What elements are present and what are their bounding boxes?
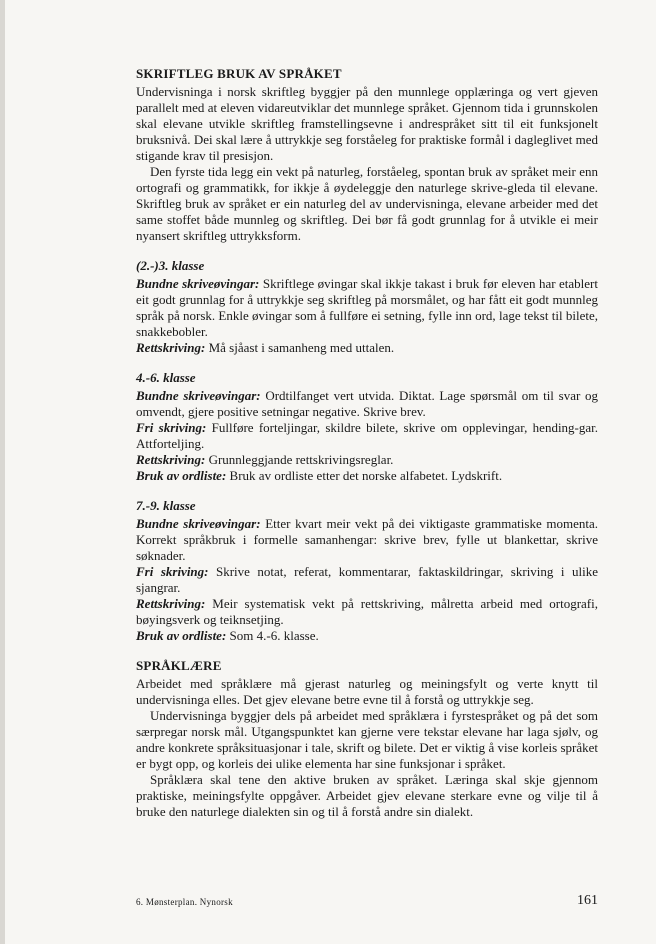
- page-footer: [136, 893, 598, 913]
- grade-line: [136, 564, 598, 596]
- grade-line-text: Meir systematisk vekt på rettskriving, målretta arbeid med ortografi, bøyingsverk og teiknsetjing.: [136, 596, 598, 627]
- paragraph: Undervisninga byggjer dels på arbeidet med språklæra i fyrstespråket og på det som særpregar norsk mål. Utgangspunktet kan gjerne vere tekstar elevane har laga sjølv, og andre konkrete språksituasjonar i tale, skrift og bilete. Det er viktig å vise korleis språket er bygt opp, og korleis dei ulike elementa har sine funksjonar i språket.: [136, 708, 598, 771]
- grade-line: [136, 468, 598, 484]
- grade-line-text: Bruk av ordliste etter det norske alfabetet. Lydskrift.: [226, 468, 503, 483]
- grade-line-text: Ordtilfanget vert utvida. Diktat. Lage spørsmål om til svar og omvendt, gjere positive setningar negative. Skrive brev.: [136, 388, 599, 419]
- grade-line-text: Fullføre forteljingar, skildre bilete, skrive om opplevingar, hending-gar. Attforteljing.: [136, 420, 599, 451]
- section-heading-spraklaere: SPRÅKLÆRE: [136, 658, 222, 673]
- grade-line-label: Bruk av ordliste:: [136, 468, 227, 483]
- paragraph: Arbeidet med språklære må gjerast naturleg og meiningsfylt og verte knytt til undervisninga elles. Det gjev elevane betre evne til å forstå og uttrykkje seg.: [136, 676, 598, 707]
- footer-source: 6. Mønsterplan. Nynorsk: [136, 897, 233, 907]
- grade-line: [136, 628, 598, 644]
- paragraph: Den fyrste tida legg ein vekt på naturleg, forståeleg, spontan bruk av språket meir enn ortografi og grammatikk, for ikkje å øydeleggje den naturlege skrive-gleda til elevane. Skriftleg bruk av språket er ein naturleg del av undervisninga, elevane arbeider med det same stoffet både munnleg og skriftleg. Dei bør få godt grunnlag for å utvikle ei meir nyansert skriftleg uttrykksform.: [136, 164, 598, 243]
- grade-line-label: Rettskriving:: [136, 452, 206, 467]
- grade-block-2-3: [136, 258, 598, 356]
- grade-line: [136, 388, 598, 420]
- grade-line-label: Rettskriving:: [136, 596, 206, 611]
- page-content: [136, 66, 598, 820]
- page-edge-shadow: [0, 0, 5, 944]
- grade-line: [136, 276, 598, 340]
- grade-line-label: Bundne skriveøvingar:: [136, 516, 261, 531]
- grade-line-text: Må sjåast i samanheng med uttalen.: [205, 340, 395, 355]
- grade-line-text: Etter kvart meir vekt på dei viktigaste grammatiske momenta. Korrekt språkbruk i formelle samanhengar: skrive brev, fylle ut blankettar, skrive søknader.: [136, 516, 598, 563]
- section-heading-skriftleg: SKRIFTLEG BRUK AV SPRÅKET: [136, 66, 342, 81]
- grade-line-label: Fri skriving:: [136, 420, 207, 435]
- grade-line-label: Bundne skriveøvingar:: [136, 388, 261, 403]
- grade-line: [136, 420, 598, 452]
- grade-line: [136, 516, 598, 564]
- page-number: 161: [577, 893, 598, 908]
- grade-line-text: Skriftlege øvingar skal ikkje takast i bruk før eleven har etablert eit godt grunnlag for å uttrykkje seg skriftleg på morsmålet, og har fått eit godt munnleg språk på norsk. Enkle øvingar som å fullføre ei setning, fylle inn ord, lage tekst til bilete, snakkebobler.: [136, 276, 599, 339]
- grade-line: [136, 596, 598, 628]
- grade-block-4-6: [136, 370, 598, 484]
- grade-line: [136, 452, 598, 468]
- grade-line: [136, 340, 598, 356]
- grade-line-label: Bundne skriveøvingar:: [136, 276, 260, 291]
- grade-line-text: Grunnleggjande rettskrivingsreglar.: [205, 452, 394, 467]
- grade-line-label: Bruk av ordliste:: [136, 628, 227, 643]
- grade-title: (2.-)3. klasse: [136, 258, 205, 273]
- grade-line-label: Fri skriving:: [136, 564, 209, 579]
- grade-title: 7.-9. klasse: [136, 498, 196, 513]
- paragraph: Undervisninga i norsk skriftleg byggjer på den munnlege opplæringa og vert gjeven parallelt med at eleven vidareutviklar det munnlege språket. Gjennom tida i grunnskolen skal elevane utvikle skriftleg framstellingsevne i andrespråket sitt til eit funksjonelt bruksnivå. Dei skal lære å uttrykkje seg forståeleg for praktiske formål i dagleglivet med stigande krav til presisjon.: [136, 84, 598, 163]
- grade-line-text: Skrive notat, referat, kommentarar, faktaskildringar, skriving i ulike sjangrar.: [136, 564, 598, 595]
- grade-line-label: Rettskriving:: [136, 340, 206, 355]
- grade-block-7-9: [136, 498, 598, 644]
- grade-line-text: Som 4.-6. klasse.: [226, 628, 319, 643]
- grade-title: 4.-6. klasse: [136, 370, 196, 385]
- paragraph: Språklæra skal tene den aktive bruken av språket. Læringa skal skje gjennom praktiske, meiningsfylte oppgåver. Arbeidet gjev elevane sterkare evne og vilje til å bruke den naturlege dialekten sin og til å forstå andre sin dialekt.: [136, 772, 598, 819]
